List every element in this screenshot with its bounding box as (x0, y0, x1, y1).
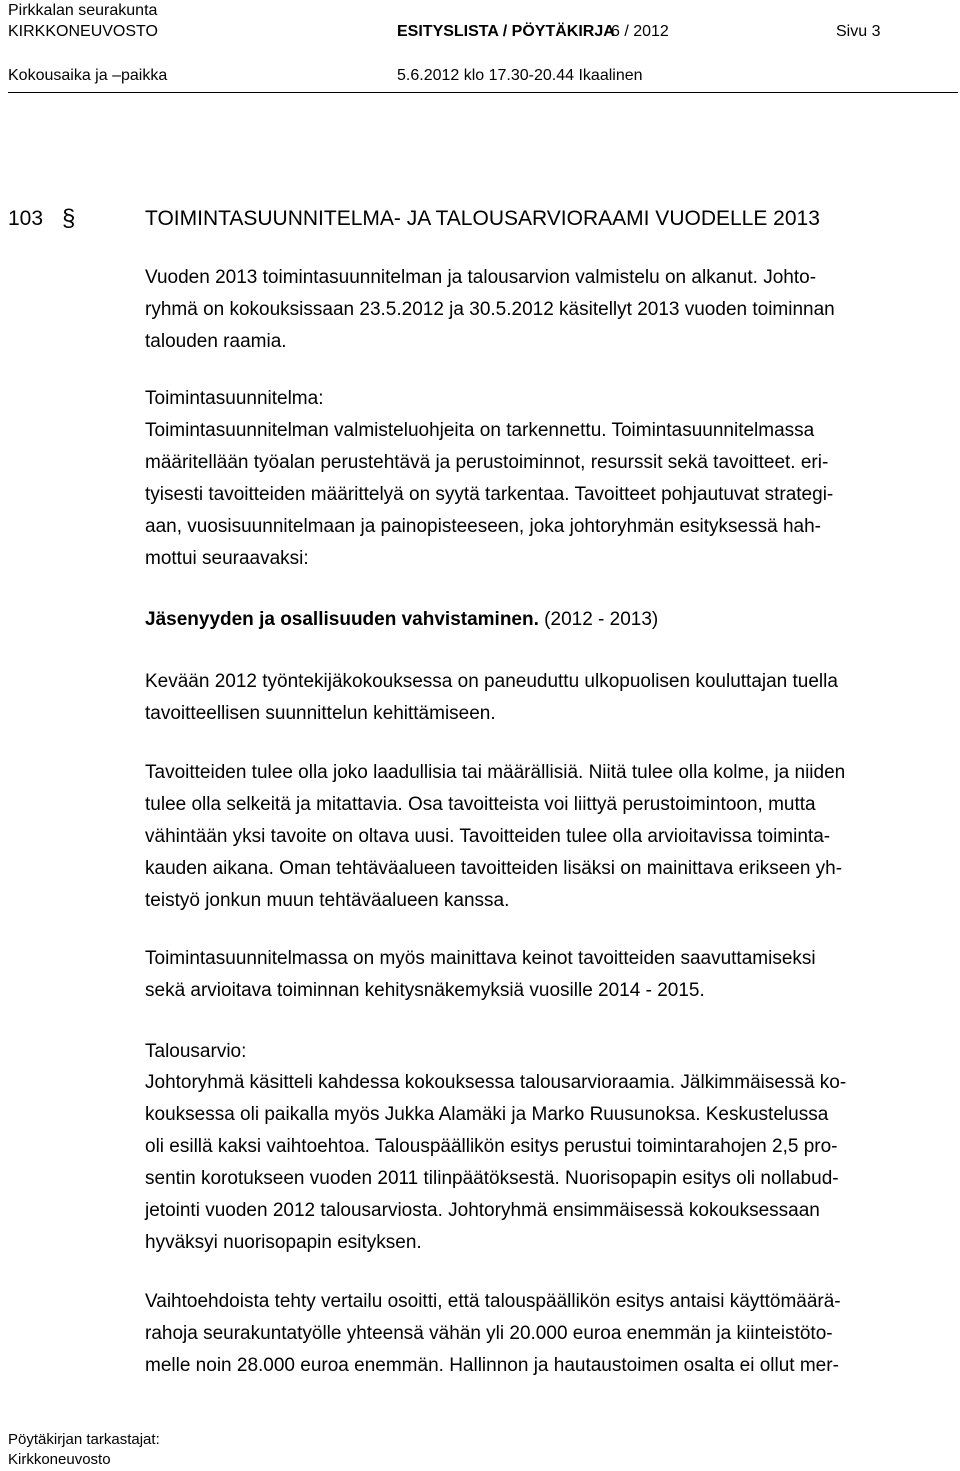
section-title: TOIMINTASUUNNITELMA- JA TALOUSARVIORAAMI VUODELLE 2013 (145, 207, 820, 230)
paragraph-line: kauden aikana. Oman tehtäväalueen tavoitteiden lisäksi on mainittava erikseen yh- (145, 858, 843, 879)
paragraph-line: talouden raamia. (145, 331, 287, 352)
section-number: 103 (8, 207, 44, 230)
plan-heading: Toimintasuunnitelma: (145, 388, 324, 409)
paragraph-line: mottui seuraavaksi: (145, 548, 309, 569)
membership-heading (145, 607, 658, 633)
meeting-value: 5.6.2012 klo 17.30-20.44 Ikaalinen (397, 67, 643, 84)
paragraph-line: Toimintasuunnitelmassa on myös mainittava keinot tavoitteiden saavuttamiseksi (145, 948, 816, 969)
paragraph-line: tavoitteellisen suunnittelun kehittämiseen. (145, 703, 496, 724)
budget-heading: Talousarvio: (145, 1041, 247, 1062)
meeting-label: Kokousaika ja –paikka (8, 67, 168, 84)
paragraph-line: vähintään yksi tavoite on oltava uusi. Tavoitteiden tulee olla arvioitavissa toiminta- (145, 826, 831, 847)
paragraph-line: aan, vuosisuunnitelmaan ja painopisteeseen, joka johtoryhmän esityksessä hah- (145, 516, 821, 537)
paragraph-line: ryhmä on kokouksissaan 23.5.2012 ja 30.5.2012 käsitellyt 2013 vuoden toiminnan (145, 299, 835, 320)
header-divider (8, 92, 958, 93)
paragraph-line: Toimintasuunnitelman valmisteluohjeita on tarkennettu. Toimintasuunnitelmassa (145, 420, 815, 441)
footer-value: Kirkkoneuvosto (8, 1451, 111, 1468)
page-label: Sivu 3 (836, 23, 881, 40)
body-name: KIRKKONEUVOSTO (8, 23, 158, 40)
paragraph-line: teistyö jonkun muun tehtäväalueen kanssa. (145, 890, 510, 911)
paragraph-line: Tavoitteiden tulee olla joko laadullisia tai määrällisiä. Niitä tulee olla kolme, ja niiden (145, 762, 846, 783)
doc-number: 6 / 2012 (611, 23, 669, 40)
paragraph-line: rahoja seurakuntatyölle yhteensä vähän yli 20.000 euroa enemmän ja kiinteistöto- (145, 1323, 833, 1344)
paragraph-line: Kevään 2012 työntekijäkokouksessa on paneuduttu ulkopuolisen kouluttajan tuella (145, 671, 838, 692)
membership-heading-bold: Jäsenyyden ja osallisuuden vahvistaminen. (145, 609, 539, 630)
paragraph-line: määritellään työalan perustehtävä ja perustoiminnot, resurssit sekä tavoitteet. eri- (145, 452, 829, 473)
paragraph-line: tulee olla selkeitä ja mitattavia. Osa tavoitteista voi liittyä perustoimintoon, mutta (145, 794, 816, 815)
org-name: Pirkkalan seurakunta (8, 2, 158, 19)
paragraph-line: Vaihtoehdoista tehty vertailu osoitti, että talouspäällikön esitys antaisi käyttömäärä- (145, 1291, 841, 1312)
doc-type: ESITYSLISTA / PÖYTÄKIRJA (397, 23, 615, 40)
paragraph-line: oli esillä kaksi vaihtoehtoa. Talouspäällikön esitys perustui toimintarahojen 2,5 pro- (145, 1136, 838, 1157)
section-symbol: § (62, 205, 76, 232)
paragraph-line: melle noin 28.000 euroa enemmän. Hallinnon ja hautaustoimen osalta ei ollut mer- (145, 1355, 839, 1376)
paragraph-line: kouksessa oli paikalla myös Jukka Alamäki ja Marko Ruusunoksa. Keskustelussa (145, 1104, 829, 1125)
membership-heading-years: (2012 - 2013) (544, 609, 659, 630)
paragraph-line: sekä arvioitava toiminnan kehitysnäkemyksiä vuosille 2014 - 2015. (145, 980, 705, 1001)
paragraph-line: hyväksyi nuorisopapin esityksen. (145, 1232, 422, 1253)
footer-label: Pöytäkirjan tarkastajat: (8, 1431, 160, 1448)
paragraph-line: jetointi vuoden 2012 talousarviosta. Johtoryhmä ensimmäisessä kokouksessaan (145, 1200, 820, 1221)
paragraph-line: sentin korotukseen vuoden 2011 tilinpäätöksestä. Nuorisopapin esitys oli nollabud- (145, 1168, 839, 1189)
paragraph-line: Vuoden 2013 toimintasuunnitelman ja talousarvion valmistelu on alkanut. Johto- (145, 267, 817, 288)
paragraph-line: Johtoryhmä käsitteli kahdessa kokouksessa talousarvioraamia. Jälkimmäisessä ko- (145, 1072, 847, 1093)
paragraph-line: tyisesti tavoitteiden määrittelyä on syytä tarkentaa. Tavoitteet pohjautuvat strategi- (145, 484, 834, 505)
